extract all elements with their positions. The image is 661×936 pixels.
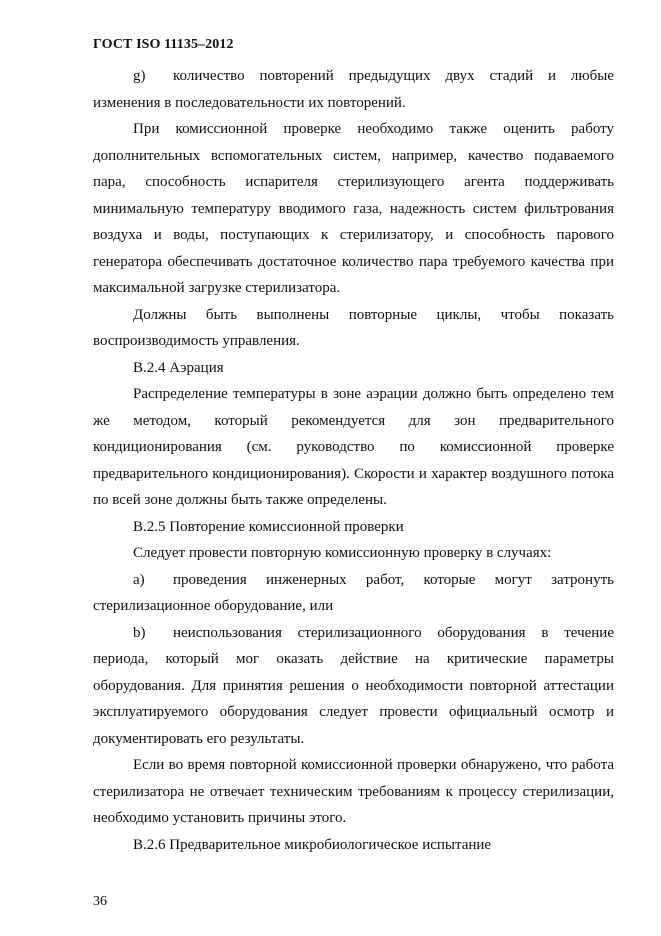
list-text: неиспользования стерилизационного оборудования в течение периода, который мог оказать действие на критические параметры оборудования. Для принятия решения о необходимости повторной аттестации эксплуатируемого оборудования следует провести официальный осмотр и документировать его результаты. [93, 624, 614, 747]
section-heading: В.2.4 Аэрация [133, 359, 224, 376]
list-item-a [93, 567, 614, 620]
list-item-b [93, 620, 614, 753]
list-label: g) [133, 68, 146, 84]
list-item-g [93, 63, 614, 116]
list-text: количество повторений предыдущих двух стадий и любые изменения в последовательности их повторений. [93, 68, 614, 111]
page-number: 36 [93, 894, 107, 909]
section-heading: В.2.6 Предварительное микробиологическое испытание [133, 836, 492, 853]
paragraph: Если во время повторной комиссионной проверки обнаружено, что работа стерилизатора не отвечает техническим требованиям к процессу стерилизации, необходимо установить причины этого. [93, 757, 614, 826]
paragraph: Должны быть выполнены повторные циклы, чтобы показать воспроизводимость управления. [93, 306, 614, 349]
paragraph: Следует провести повторную комиссионную проверку в случаях: [133, 545, 552, 561]
list-text: проведения инженерных работ, которые могут затронуть стерилизационное оборудование, или [93, 571, 614, 614]
list-label: а) [133, 571, 145, 588]
section-heading: В.2.5 Повторение комиссионной проверки [133, 518, 404, 535]
paragraph: При комиссионной проверке необходимо также оценить работу дополнительных вспомогательных систем, например, качество подаваемого пара, способность испарителя стерилизующего агента поддерживать минимальную температуру вводимого газа, надежность систем фильтрования воздуха и воды, поступающих к стерилизатору, и способность парового генератора обеспечивать достаточное количество пара требуемого качества при максимальной загрузке стерилизатора. [93, 121, 614, 296]
document-header: ГОСТ ISO 11135–2012 [93, 37, 234, 52]
document-body [93, 63, 614, 858]
list-label: b) [133, 624, 146, 641]
paragraph: Распределение температуры в зоне аэрации должно быть определено тем же методом, который рекомендуется для зон предварительного кондиционирования (см. руководство по комиссионной проверке предварительного кондиционирования). Скорости и характер воздушного потока по всей зоне должны быть также определены. [93, 386, 614, 508]
